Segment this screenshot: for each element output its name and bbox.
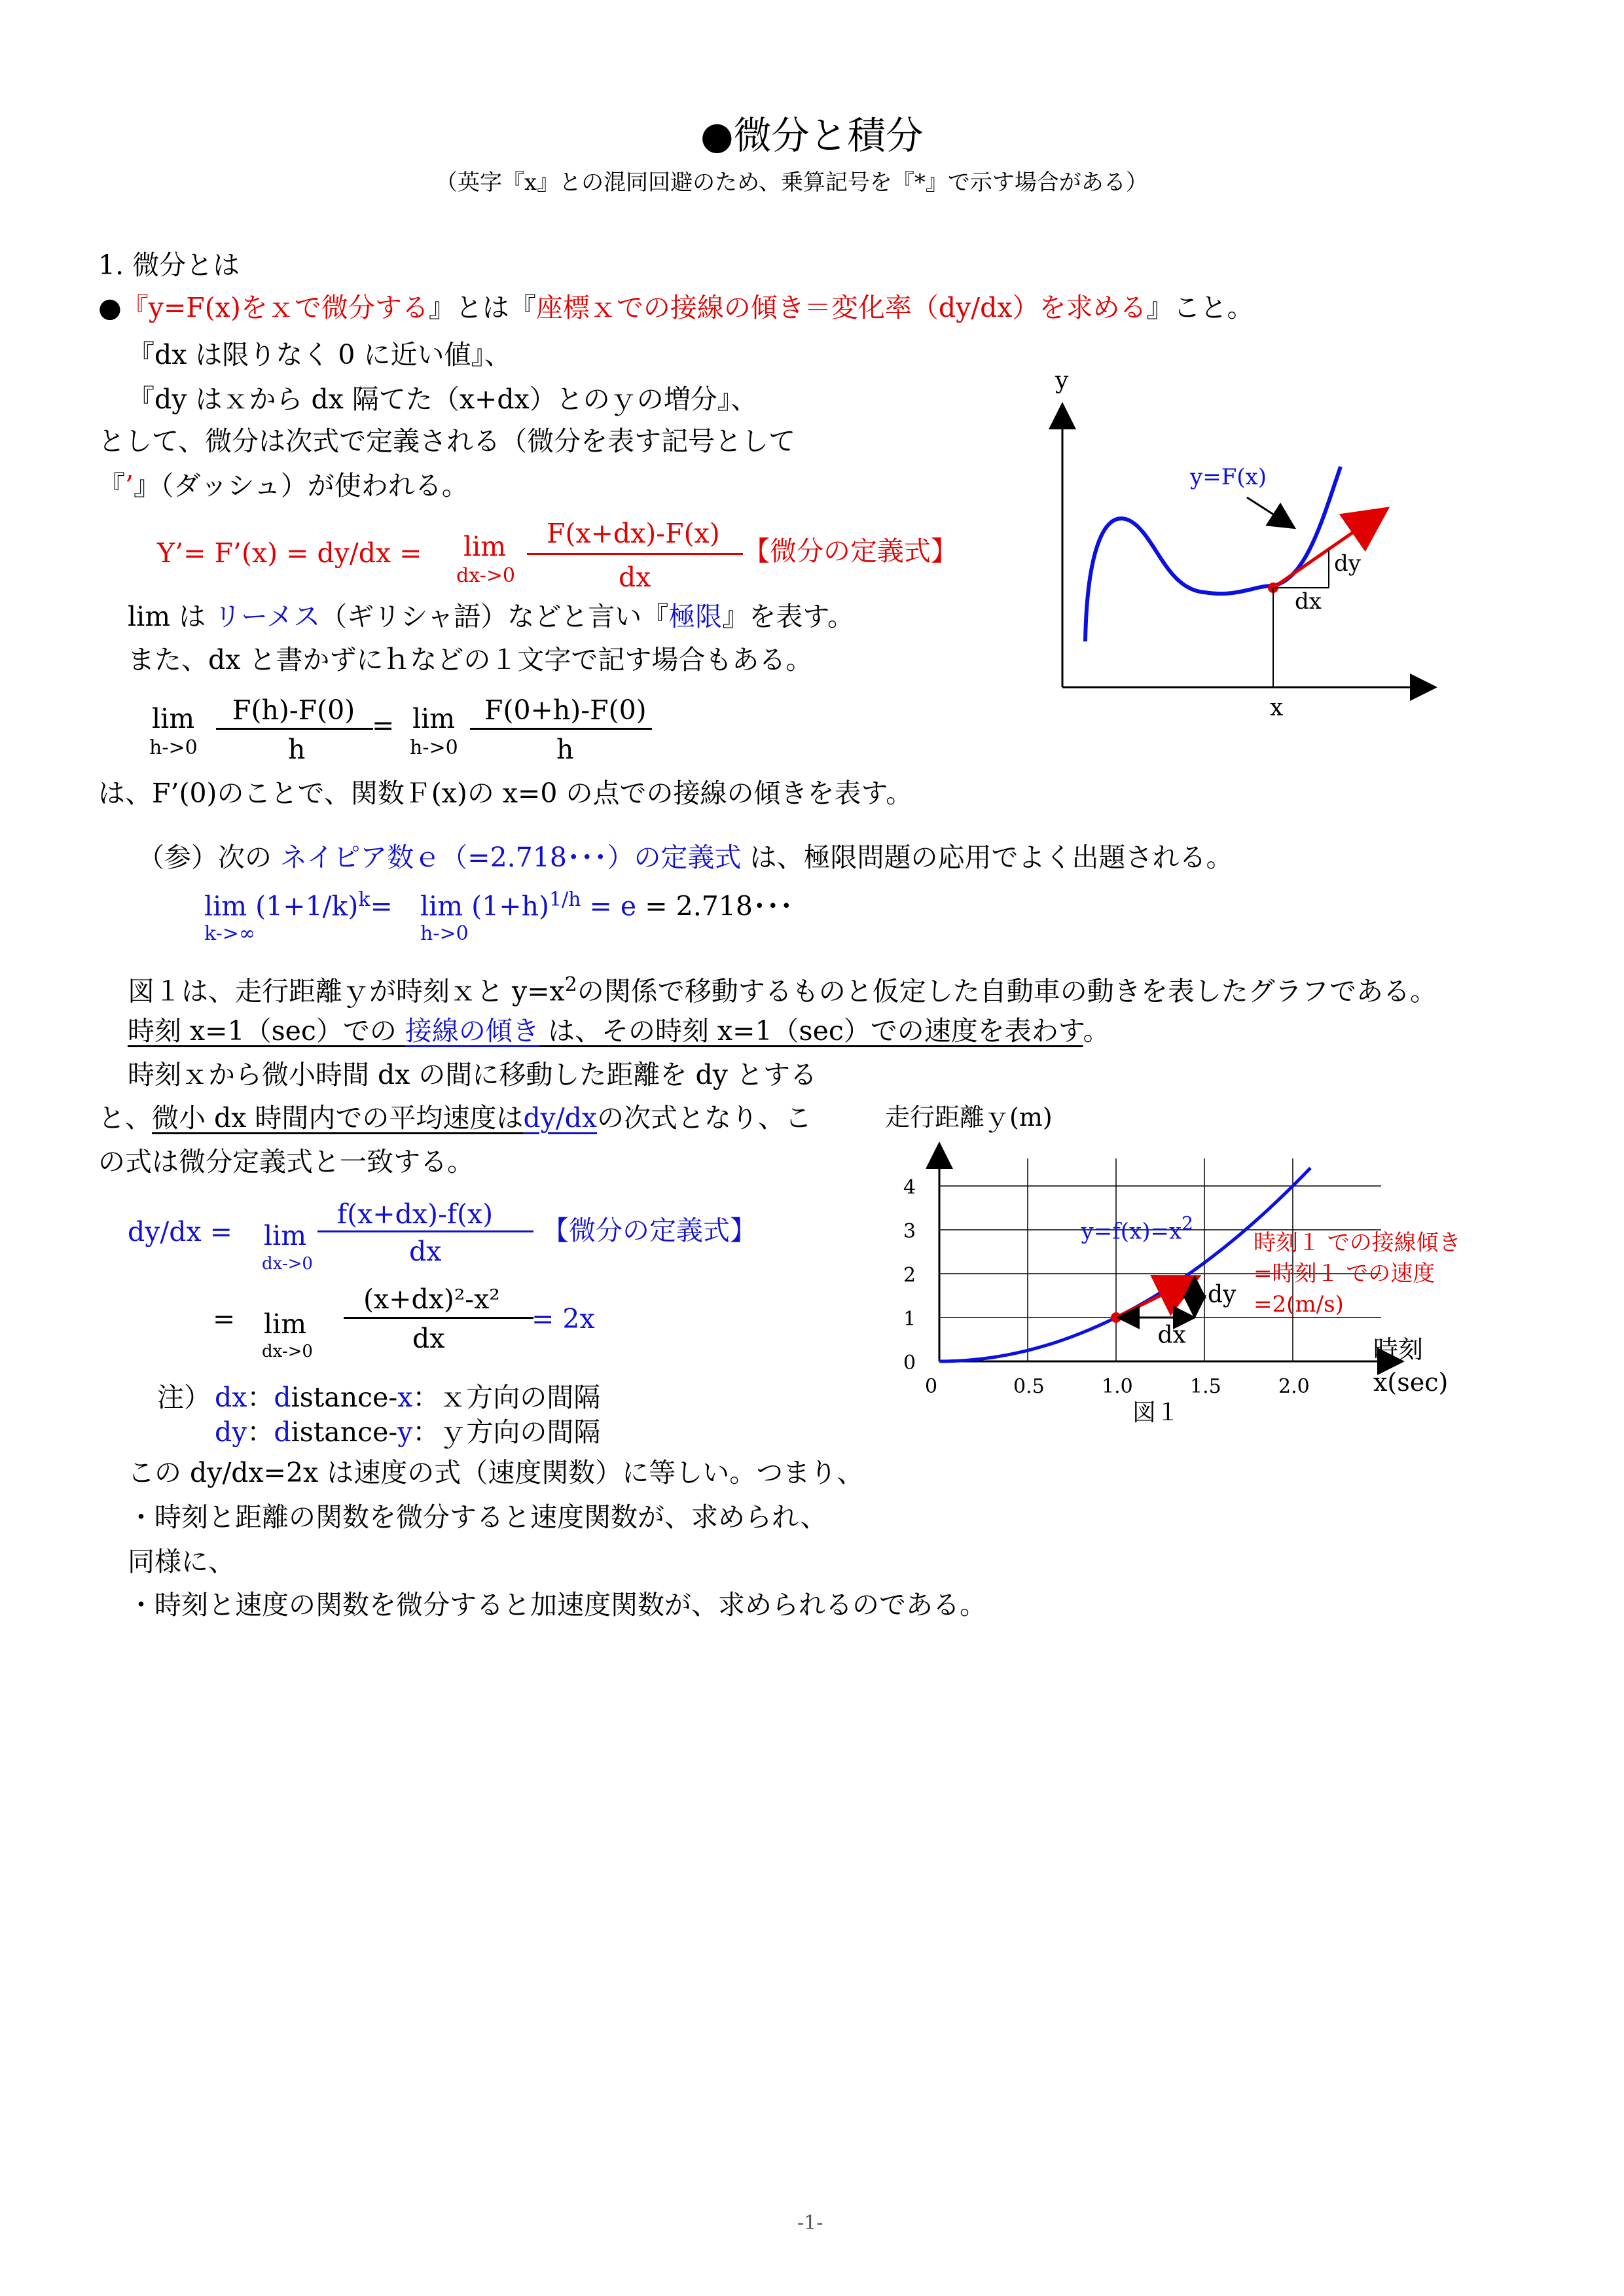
formula3-den: dx [409,1236,442,1267]
formula3-lim: lim [264,1220,307,1251]
ref-b: ネイピア数ｅ（=2.718･･･）の定義式 [280,842,742,873]
chart-caption: 図１ [1132,1399,1180,1426]
h-explanation: また、dx と書かずにｈなどの１文字で記す場合もある。 [128,644,813,675]
formula1-lim-sub: dx->0 [456,564,515,587]
chart-x-tick-label: 1.0 [1102,1375,1133,1398]
section-heading: 1. 微分とは [98,249,240,281]
formula3-result: = 2x [532,1303,595,1335]
fig1-line2 [128,1015,1110,1047]
tangent-graph-dy-label: dy [1334,550,1361,577]
napier-a-sub: k->∞ [204,922,255,945]
napier-b-sup: 1/h [549,888,581,911]
formula2-eq: = [372,709,395,741]
dx-line: 『dx は限りなく 0 に近い値』、 [128,339,512,370]
formula3-bar2 [344,1317,533,1319]
formula1-lhs: Y’= F’(x) = dy/dx = [157,537,422,569]
chart-series-label-sup: 2 [1182,1212,1193,1234]
formula3-num2: (x+dx)²-x² [363,1283,500,1315]
distance-time-chart [884,1093,1473,1446]
fig1-line3: 時刻ｘから微小時間 dx の間に移動した距離を dy とする [128,1059,817,1090]
formula2-sub2: h->0 [410,736,458,759]
tangent-graph-y-label: y [1055,370,1069,394]
note-dy-b: ： [247,1416,274,1448]
dash-open: 『 [98,470,125,501]
conclusion-line3: 同様に、 [128,1546,235,1577]
def-red-a: 『y=F(x)をｘで微分する [121,292,429,323]
tangent-graph-x-label: x [1270,694,1284,721]
note-dy-f: ：ｙ方向の間隔 [412,1416,601,1448]
fig1-line4d: の次式となり、こ [597,1102,812,1134]
formula2-lim1: lim [152,703,195,734]
page-subtitle: （英字『x』との混同回避のため、乗算記号を『*』で示す場合がある） [435,170,1148,196]
formula1-lim: lim [463,531,507,562]
formula1-numerator: F(x+dx)-F(x) [547,518,720,549]
tangent-graph-dx-label: dx [1295,588,1322,615]
formula2-bar1 [216,728,373,730]
chart-note-line1: 時刻１ での接線傾き [1254,1230,1461,1256]
def-red-b: 座標ｘでの接線の傾き＝変化率（dy/dx）を求める [535,292,1147,323]
chart-y-tick-label: 2 [903,1264,916,1287]
fig1-line4c: dy/dx [523,1102,598,1134]
chart-note-line3: =2(m/s) [1254,1291,1344,1318]
note-dx-d: istance- [291,1382,398,1413]
napier-formula-b [420,890,793,920]
napier-formula-a [204,890,393,920]
chart-y-tick-label: 3 [903,1220,916,1243]
chart-x-tick-label: 0 [925,1375,938,1398]
bullet-mark: ● [98,292,122,323]
note-dx [215,1384,600,1411]
fig1-line2c: は、その時刻 x=1（sec）での速度を表わす [539,1015,1083,1047]
chart-series-label [1081,1212,1193,1244]
tangent-graph-curve [1085,467,1341,641]
lim-c: （ギリシャ語）などと言い『 [320,601,669,632]
note-dy-c: d [274,1416,291,1448]
lim-a: lim は [128,601,215,632]
formula1-label: 【微分の定義式】 [743,535,958,567]
formula3-eq2: = [213,1303,236,1335]
lim-d: 極限 [668,601,723,632]
formula1-denominator: dx [619,562,651,593]
fig1-line4 [98,1102,812,1134]
formula3-bar [317,1230,533,1232]
dy-line: 『dy はｘから dx 隔てた（x+dx）とのｙの増分』、 [128,384,758,415]
chart-x-tick-label: 1.5 [1190,1375,1221,1398]
chart-x-tick-label: 0.5 [1013,1375,1045,1398]
conclusion-line1: この dy/dx=2x は速度の式（速度関数）に等しい。つまり、 [128,1457,864,1488]
formula2-sub1: h->0 [149,736,198,759]
chart-ticks [903,1176,1310,1398]
fig1-line1a: 図１は、走行距離ｙが時刻ｘと y=x [128,975,565,1007]
fig1-line2d: 。 [1083,1015,1110,1047]
chart-tangent-line [1116,1278,1196,1318]
fig1-line5: の式は微分定義式と一致する。 [98,1146,474,1177]
formula3-den2: dx [412,1323,445,1354]
fig1-line2b: 接線の傾き [405,1015,539,1047]
note-dy-d: istance- [291,1416,398,1448]
napier-a-sup: k [358,888,370,911]
dash-mark: ’ [125,470,134,501]
chart-x-label-a: 時刻 [1373,1335,1424,1364]
chart-series-label-text: y=f(x)=x [1081,1218,1182,1245]
note-prefix: 注） [157,1382,211,1413]
note-dx-e: x [397,1382,413,1413]
fig1-line1b: の関係で移動するものと仮定した自動車の動きを表したグラフである。 [577,975,1437,1007]
fig1-line1 [128,975,1437,1005]
note-dx-c: d [274,1382,291,1413]
note-dx-b: ： [247,1382,274,1413]
note-dy [215,1416,601,1448]
chart-dy-label: dy [1208,1281,1236,1308]
note-dx-a: dx [215,1382,247,1413]
chart-y-tick-label: 0 [903,1352,916,1374]
fig1-line1-sup: 2 [564,973,577,996]
chart-note-line2: =時刻１ での速度 [1254,1261,1435,1287]
page-number: -1- [797,2212,823,2234]
formula3-sub: dx->0 [262,1254,313,1274]
formula3-lim2: lim [264,1308,307,1340]
lim-e: 』を表す。 [722,601,855,632]
napier-b-tail: = e [581,890,637,922]
formula2-den1: h [288,734,306,765]
def-end: 』こと。 [1146,292,1254,323]
chart-tangent-point [1111,1312,1121,1323]
ref-a: （参）次の [137,842,281,873]
note-dy-a: dy [215,1416,247,1448]
conclusion-line4: ・時刻と速度の関数を微分すると加速度関数が、求められるのである。 [128,1589,986,1621]
note-dy-e: y [397,1416,413,1448]
ref-c: は、極限問題の応用でよく出題される。 [741,842,1233,873]
chart-y-label: 走行距離ｙ(m) [885,1103,1053,1132]
napier-b-text: lim (1+h) [420,890,549,922]
formula1-fraction-bar [527,553,743,555]
chart-dx-label: dx [1157,1321,1186,1349]
chart-x-label-b: x(sec) [1373,1368,1449,1397]
note-dx-f: ：ｘ方向の間隔 [412,1382,601,1413]
page-title: ●微分と積分 [700,113,924,158]
definition-line [98,292,1254,323]
dash-rest: 』（ダッシュ）が使われる。 [134,470,469,501]
lim-explanation [128,603,854,630]
lim-b: リーメス [214,601,321,632]
f-prime-explanation: は、F’(0)のことで、関数Ｆ(x)の x=0 の点での接線の傾きを表す。 [98,778,913,809]
reference-line [137,844,1233,871]
conclusion-line2: ・時刻と距離の関数を微分すると速度関数が、求められ、 [128,1501,827,1533]
fig1-line4b: 微小 dx 時間内での平均速度は [152,1102,524,1134]
napier-b-sub: h->0 [420,922,469,945]
tangent-graph-label-arrow [1247,497,1293,527]
chart-y-tick-label: 1 [903,1308,916,1331]
tangent-graph [1047,370,1440,723]
formula2-lim2: lim [412,703,456,734]
dash-line [98,470,469,501]
formula2-den2: h [556,734,574,765]
napier-b-value: = 2.718･･･ [636,890,793,922]
chart-y-tick-label: 4 [903,1176,916,1199]
fig1-line4a: と、 [98,1102,152,1134]
formula3-sub2: dx->0 [262,1342,313,1361]
formula3-label: 【微分の定義式】 [542,1215,757,1246]
formula3-num: f(x+dx)-f(x) [337,1198,494,1230]
napier-a-text: lim (1+1/k) [204,890,359,922]
chart-x-tick-label: 2.0 [1278,1375,1310,1398]
fig1-line2a: 時刻 x=1（sec）での [128,1015,405,1047]
tangent-graph-curve-label: y=F(x) [1190,464,1267,490]
formula2-num1: F(h)-F(0) [232,694,355,726]
def-mid: 』とは『 [428,292,536,323]
formula3-lhs: dy/dx = [128,1216,232,1247]
formula2-num2: F(0+h)-F(0) [484,694,647,726]
napier-a-eq: = [370,890,393,922]
as-line: として、微分は次式で定義される（微分を表す記号として [98,425,796,457]
formula2-bar2 [470,728,652,730]
